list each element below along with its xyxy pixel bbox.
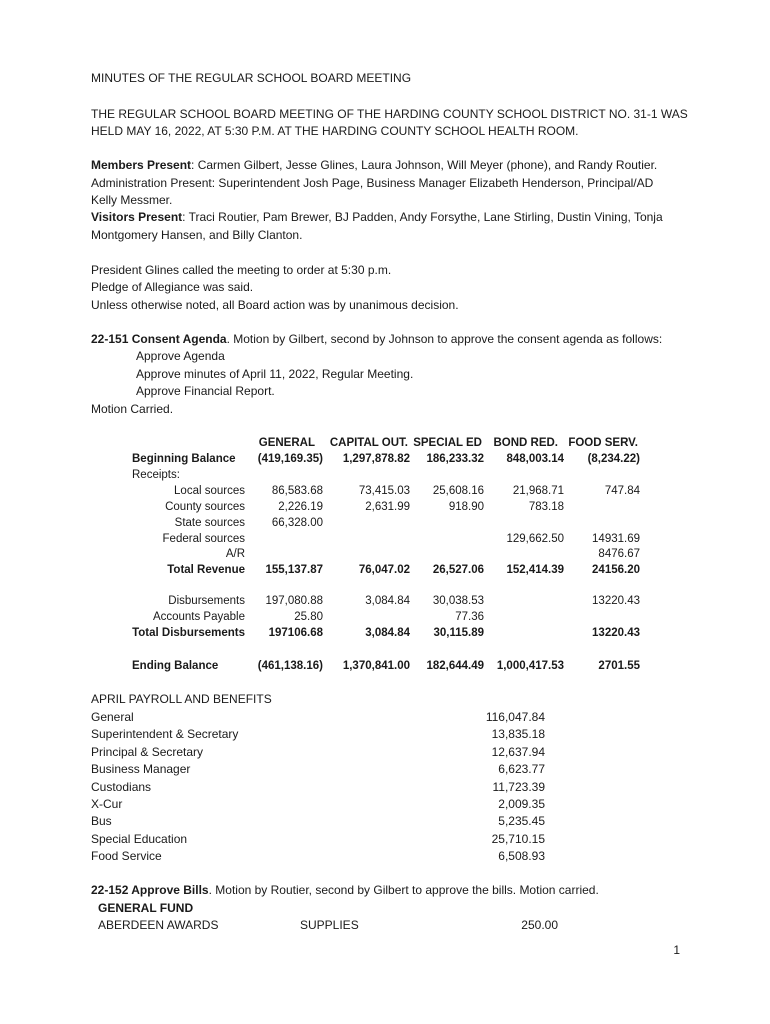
payroll-label: Special Education	[91, 832, 188, 846]
bill-amount: 250.00	[521, 918, 558, 932]
beginning-special: 186,233.32	[426, 453, 484, 465]
cell: 26,527.06	[432, 564, 484, 576]
total-revenue-label: Total Revenue	[167, 564, 245, 576]
row-label: County sources	[165, 501, 245, 513]
beginning-balance-label: Beginning Balance	[132, 453, 236, 465]
payroll-label: Food Service	[91, 849, 162, 863]
row-label: Federal sources	[162, 533, 245, 545]
opening-line-2: Pledge of Allegiance was said.	[91, 280, 254, 294]
page-number: 1	[673, 943, 680, 957]
cell: 197106.68	[268, 627, 323, 639]
cell: 30,115.89	[433, 627, 484, 639]
members-present-label: Members Present	[91, 158, 192, 172]
row-label: State sources	[174, 517, 245, 529]
payroll-label: X-Cur	[91, 797, 123, 811]
visitors-present-line-2: Montgomery Hansen, and Billy Clanton.	[91, 228, 303, 242]
cell: 182,644.49	[426, 660, 484, 672]
cell: 3,084.84	[365, 595, 410, 607]
consent-agenda	[91, 331, 662, 348]
column-header: FOOD SERV.	[568, 437, 638, 449]
payroll-amount: 13,835.18	[491, 727, 545, 741]
payroll-amount: 2,009.35	[498, 797, 545, 811]
consent-result: Motion Carried.	[91, 402, 174, 416]
cell: 1,370,841.00	[342, 660, 410, 672]
payroll-amount: 116,047.84	[485, 710, 545, 724]
cell: 66,328.00	[271, 517, 323, 529]
visitors-present	[91, 209, 663, 226]
payroll-amount: 6,623.77	[498, 762, 545, 776]
payroll-label: General	[91, 710, 134, 724]
cell: 129,662.50	[506, 533, 564, 545]
consent-item: Approve Financial Report.	[136, 384, 275, 398]
cell: 73,415.03	[358, 485, 410, 497]
approve-bills-text: . Motion by Routier, second by Gilbert to approve the bills. Motion carried.	[208, 883, 599, 897]
bill-vendor: ABERDEEN AWARDS	[98, 918, 219, 932]
payroll-heading: APRIL PAYROLL AND BENEFITS	[91, 692, 272, 706]
beginning-capital: 1,297,878.82	[342, 453, 410, 465]
admin-present-line-2: Kelly Messmer.	[91, 193, 173, 207]
cell: 30,038.53	[432, 595, 484, 607]
beginning-food: (8,234.22)	[587, 453, 640, 465]
members-present-text: : Carmen Gilbert, Jesse Glines, Laura Johnson, Will Meyer (phone), and Randy Routier.	[191, 158, 658, 172]
cell: 13220.43	[592, 595, 640, 607]
admin-present-line-1: Administration Present: Superintendent Josh Page, Business Manager Elizabeth Henderson, Principal/AD	[91, 176, 654, 190]
cell: 2701.55	[598, 660, 640, 672]
payroll-amount: 6,508.93	[498, 849, 545, 863]
row-label: Disbursements	[168, 595, 245, 607]
intro-line-2: HELD MAY 16, 2022, AT 5:30 P.M. AT THE HARDING COUNTY SCHOOL HEALTH ROOM.	[91, 124, 579, 138]
cell: 1,000,417.53	[496, 660, 564, 672]
payroll-label: Bus	[91, 814, 112, 828]
payroll-label: Business Manager	[91, 762, 191, 776]
cell: 197,080.88	[265, 595, 323, 607]
column-header: GENERAL	[258, 437, 315, 449]
cell: 86,583.68	[271, 485, 323, 497]
consent-item: Approve minutes of April 11, 2022, Regular Meeting.	[136, 367, 414, 381]
payroll-amount: 11,723.39	[492, 780, 545, 794]
consent-agenda-label: 22-151 Consent Agenda	[91, 332, 227, 346]
payroll-amount: 5,235.45	[498, 814, 545, 828]
consent-agenda-text: . Motion by Gilbert, second by Johnson to approve the consent agenda as follows:	[226, 332, 663, 346]
consent-item: Approve Agenda	[136, 349, 225, 363]
payroll-amount: 12,637.94	[491, 745, 545, 759]
cell: 2,631.99	[365, 501, 410, 513]
row-label: Accounts Payable	[152, 611, 245, 623]
total-disbursements-label: Total Disbursements	[132, 627, 245, 639]
cell: 918.90	[448, 501, 484, 513]
payroll-label: Superintendent & Secretary	[91, 727, 239, 741]
cell: 783.18	[528, 501, 564, 513]
payroll-label: Principal & Secretary	[91, 745, 204, 759]
bill-item: SUPPLIES	[300, 918, 359, 932]
cell: 13220.43	[592, 627, 640, 639]
cell: 14931.69	[592, 533, 640, 545]
cell: 25.80	[294, 611, 323, 623]
cell: 21,968.71	[512, 485, 564, 497]
approve-bills-label: 22-152 Approve Bills	[91, 883, 209, 897]
visitors-present-label: Visitors Present	[91, 210, 183, 224]
beginning-general: (419,169.35)	[257, 453, 323, 465]
column-header: SPECIAL ED	[413, 437, 482, 449]
opening-line-3: Unless otherwise noted, all Board action was by unanimous decision.	[91, 298, 459, 312]
cell: 24156.20	[592, 564, 640, 576]
cell: 747.84	[604, 485, 640, 497]
ending-balance-label: Ending Balance	[132, 660, 219, 672]
opening-line-1: President Glines called the meeting to order at 5:30 p.m.	[91, 263, 392, 277]
intro-line-1: THE REGULAR SCHOOL BOARD MEETING OF THE HARDING COUNTY SCHOOL DISTRICT NO. 31-1 WAS	[91, 107, 688, 121]
approve-bills	[91, 882, 599, 899]
cell: (461,138.16)	[257, 660, 323, 672]
row-label: Local sources	[174, 485, 245, 497]
column-header: BOND RED.	[493, 437, 558, 449]
receipts-label: Receipts:	[132, 469, 180, 481]
cell: 8476.67	[598, 548, 640, 560]
cell: 2,226.19	[278, 501, 323, 513]
row-label: A/R	[225, 548, 245, 560]
column-header: CAPITAL OUT.	[329, 437, 408, 449]
cell: 152,414.39	[506, 564, 564, 576]
payroll-label: Custodians	[91, 780, 152, 794]
doc-title: MINUTES OF THE REGULAR SCHOOL BOARD MEETING	[91, 71, 412, 85]
cell: 77.36	[455, 611, 484, 623]
general-fund-heading: GENERAL FUND	[98, 901, 194, 915]
cell: 155,137.87	[265, 564, 323, 576]
payroll-amount: 25,710.15	[491, 832, 545, 846]
members-present	[91, 157, 657, 174]
cell: 25,608.16	[432, 485, 484, 497]
visitors-present-text: : Traci Routier, Pam Brewer, BJ Padden, Andy Forsythe, Lane Stirling, Dustin Vining, Tonja	[182, 210, 663, 224]
cell: 76,047.02	[358, 564, 410, 576]
cell: 3,084.84	[365, 627, 410, 639]
beginning-bond: 848,003.14	[506, 453, 564, 465]
